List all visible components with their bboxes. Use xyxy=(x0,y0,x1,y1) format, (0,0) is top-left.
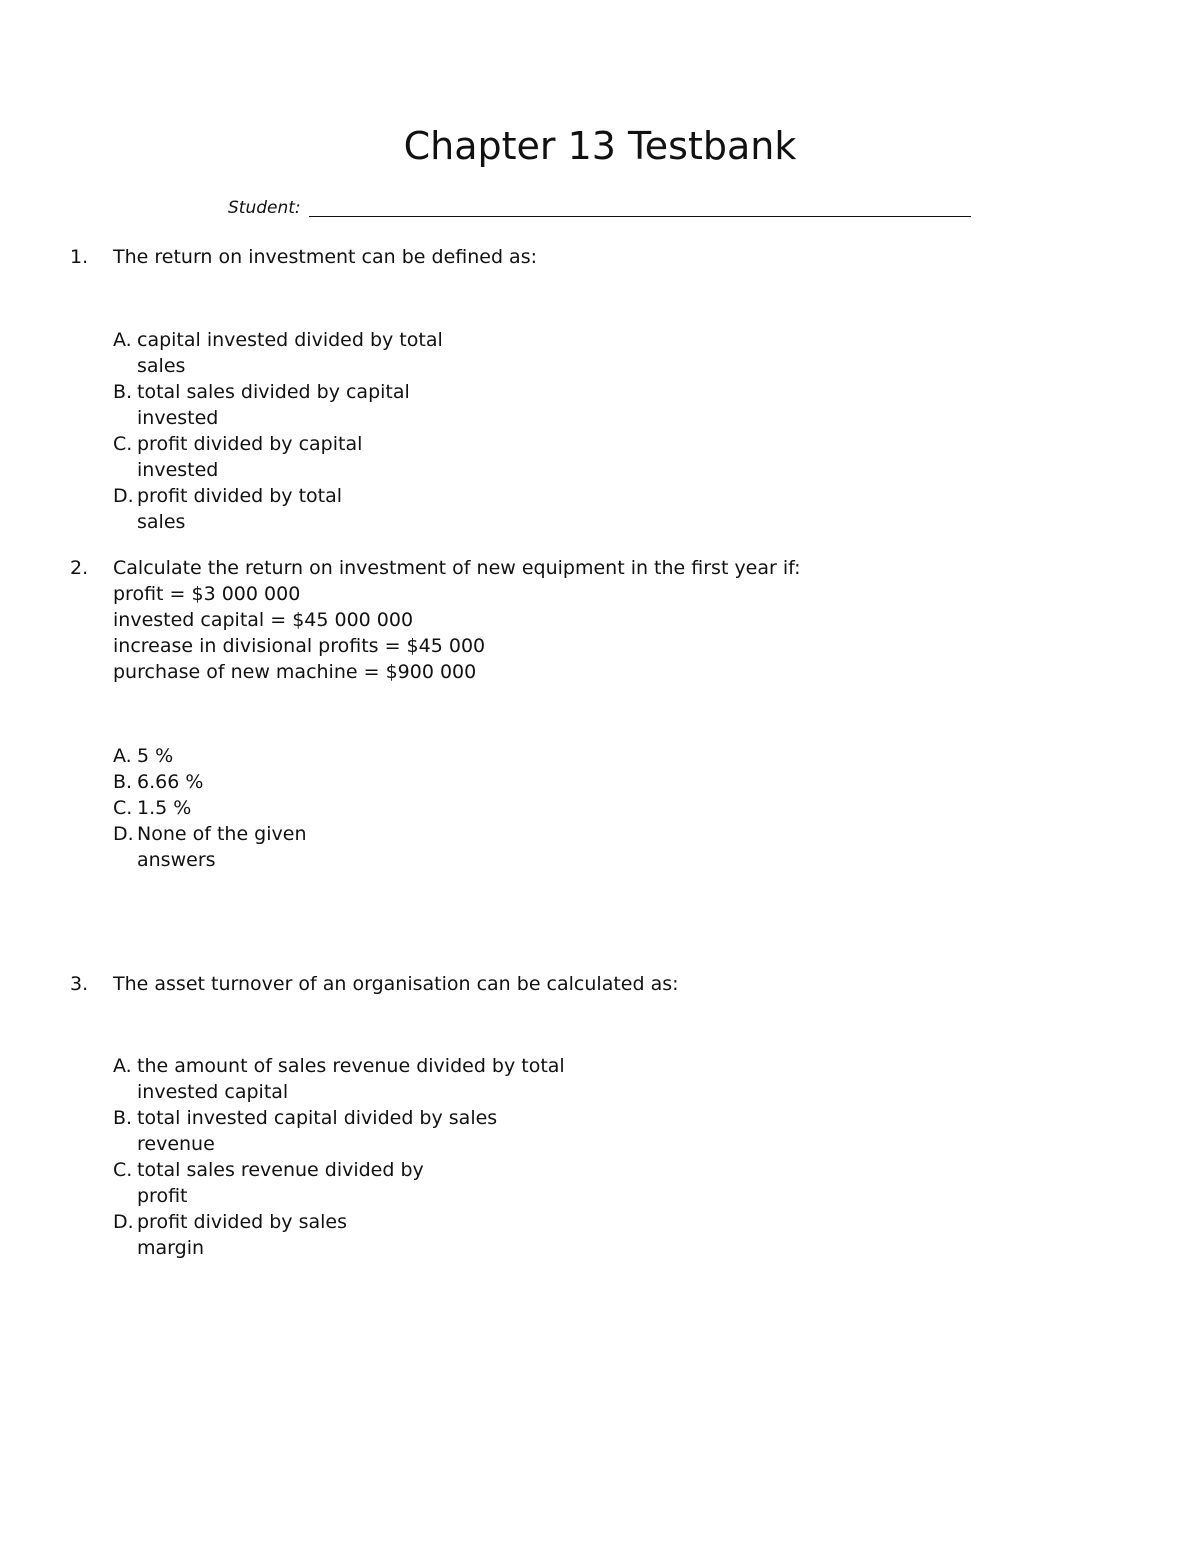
student-name-blank[interactable] xyxy=(309,216,971,217)
option-letter: B. xyxy=(113,381,133,403)
answer-options xyxy=(113,743,347,873)
option-letter: A. xyxy=(113,745,132,767)
option-text: total sales revenue divided by profit xyxy=(137,1159,424,1207)
option-c[interactable] xyxy=(113,431,402,483)
option-letter: D. xyxy=(113,1211,134,1233)
option-b[interactable] xyxy=(113,1105,547,1157)
question-line: The asset turnover of an organisation can be calculated as: xyxy=(113,973,679,995)
option-d[interactable] xyxy=(113,821,347,873)
option-b[interactable] xyxy=(113,769,212,795)
option-text: profit divided by sales margin xyxy=(137,1211,348,1259)
student-label: Student: xyxy=(228,198,301,218)
option-text: profit divided by total sales xyxy=(137,485,343,533)
answer-options xyxy=(113,1053,612,1261)
question-line: purchase of new machine = $900 000 xyxy=(113,661,477,683)
option-text: 1.5 % xyxy=(137,797,192,819)
question-text xyxy=(113,244,537,270)
question-number: 1. xyxy=(70,246,89,268)
option-text: the amount of sales revenue divided by total invested capital xyxy=(137,1055,565,1103)
option-text: 5 % xyxy=(137,745,174,767)
question-line: increase in divisional profits = $45 000 xyxy=(113,635,486,657)
option-d[interactable] xyxy=(113,483,382,535)
question-text xyxy=(113,555,801,685)
option-text: total sales divided by capital invested xyxy=(137,381,410,429)
option-text: total invested capital divided by sales revenue xyxy=(137,1107,498,1155)
option-letter: C. xyxy=(113,1159,133,1181)
option-letter: C. xyxy=(113,797,133,819)
option-letter: B. xyxy=(113,1107,133,1129)
option-a[interactable] xyxy=(113,1053,612,1105)
question-line: Calculate the return on investment of new equipment in the first year if: xyxy=(113,557,801,579)
option-text: profit divided by capital invested xyxy=(137,433,363,481)
question-number: 2. xyxy=(70,557,89,579)
option-letter: A. xyxy=(113,329,132,351)
option-text: None of the given answers xyxy=(137,823,307,871)
question-number: 3. xyxy=(70,973,89,995)
question-text xyxy=(113,971,679,997)
answer-options xyxy=(113,327,457,535)
option-letter: B. xyxy=(113,771,133,793)
question-line: The return on investment can be defined as: xyxy=(113,246,538,268)
option-letter: D. xyxy=(113,823,134,845)
page-title: Chapter 13 Testbank xyxy=(403,124,797,168)
option-letter: A. xyxy=(113,1055,132,1077)
option-a[interactable] xyxy=(113,743,177,769)
option-text: 6.66 % xyxy=(137,771,204,793)
question-line: invested capital = $45 000 000 xyxy=(113,609,414,631)
option-c[interactable] xyxy=(113,1157,467,1209)
option-text: capital invested divided by total sales xyxy=(137,329,443,377)
option-c[interactable] xyxy=(113,795,197,821)
option-b[interactable] xyxy=(113,379,447,431)
option-a[interactable] xyxy=(113,327,457,379)
option-d[interactable] xyxy=(113,1209,392,1261)
option-letter: C. xyxy=(113,433,133,455)
question-line: profit = $3 000 000 xyxy=(113,583,301,605)
option-letter: D. xyxy=(113,485,134,507)
